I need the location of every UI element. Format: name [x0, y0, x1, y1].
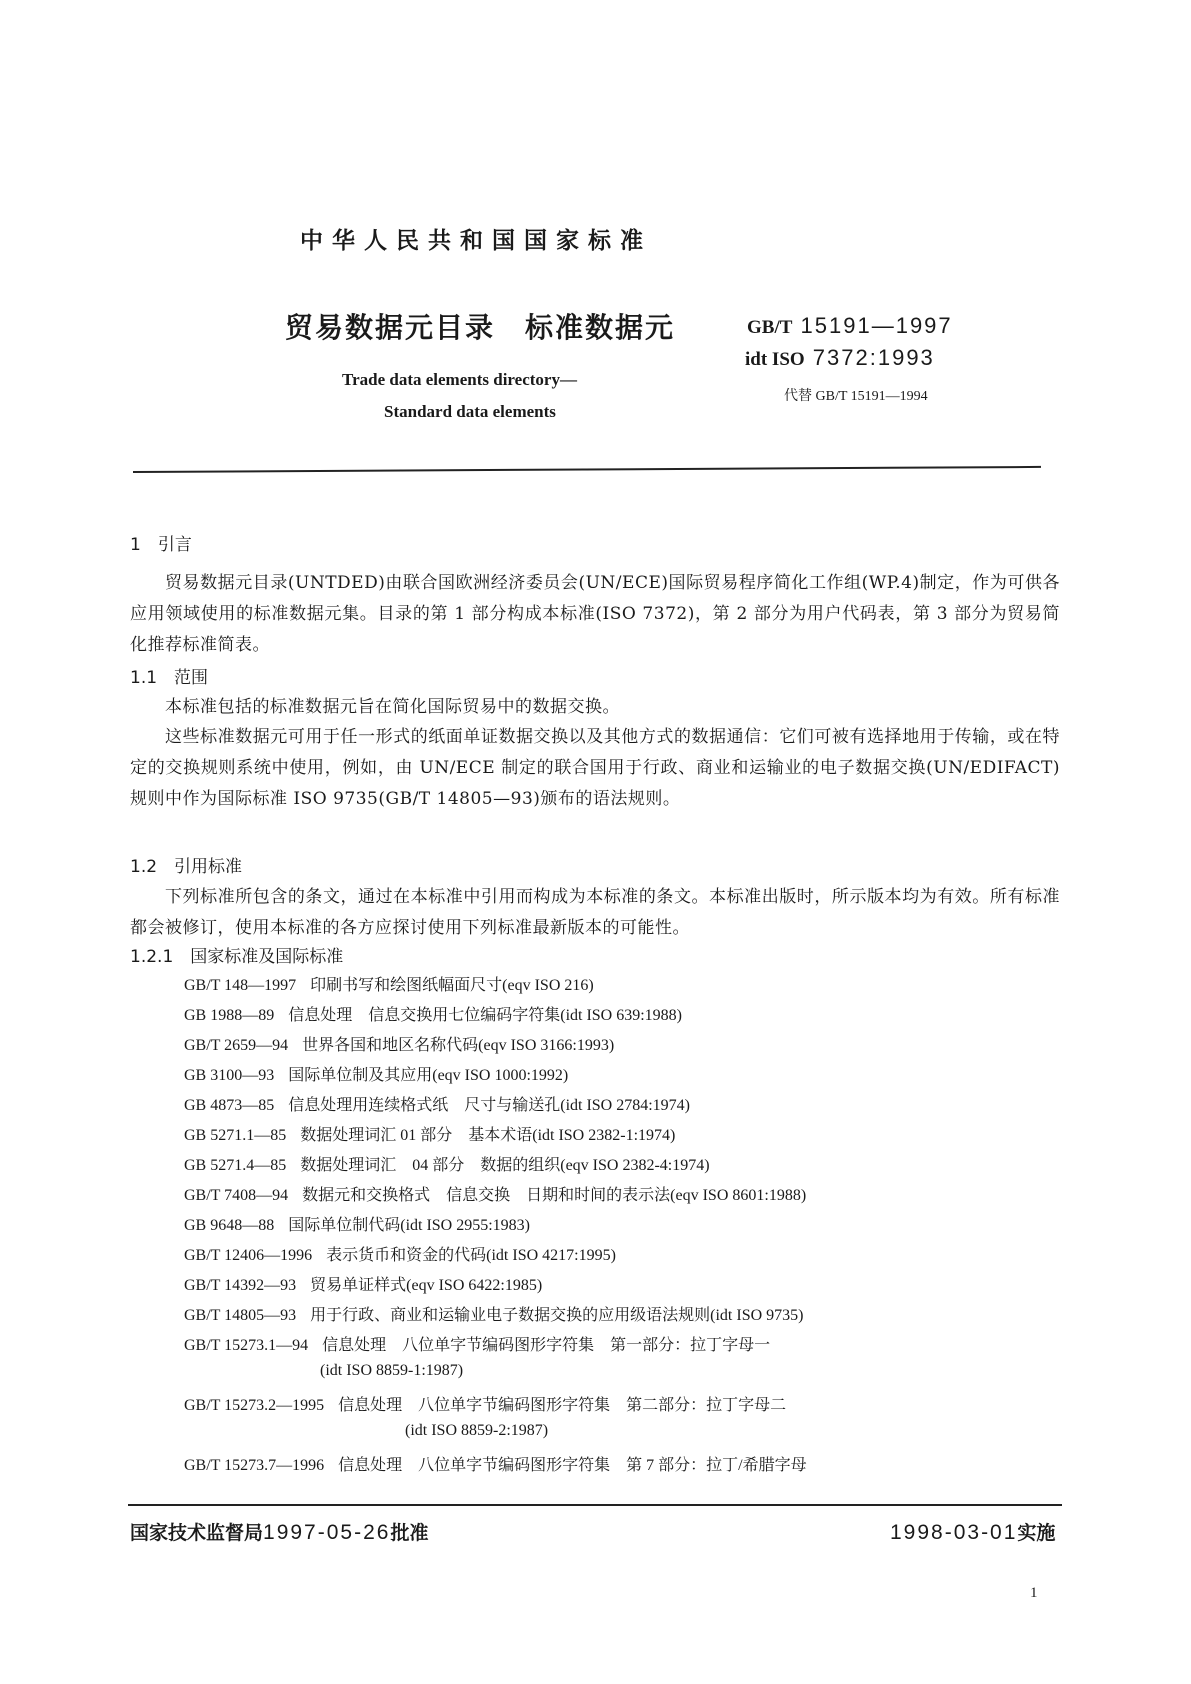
reference-item [184, 1452, 807, 1475]
section-1-2-heading: 1.2 引用标准 [130, 857, 243, 877]
section-1-paragraph: 贸易数据元目录(UNTDED)由联合国欧洲经济委员会(UN/ECE)国际贸易程序简化工作组(WP.4)制定，作为可供各应用领域使用的标准数据元集。目录的第 1 部分构成本标准(ISO 7372)，第 2 部分为用户代码表，第 3 部分为贸易简化推荐标准简表。 [130, 573, 1060, 655]
reference-title: 信息处理 八位单字节编码图形字符集 第 7 部分：拉丁/希腊字母 [338, 1457, 807, 1474]
reference-code: GB 5271.4—85 [184, 1157, 287, 1174]
reference-title: 信息处理 八位单字节编码图形字符集 第一部分：拉丁字母一 [322, 1337, 771, 1354]
reference-code: GB 3100—93 [184, 1067, 275, 1084]
standard-number [747, 313, 953, 339]
issuer: 国家技术监督局 [130, 1522, 264, 1544]
reference-item [184, 1062, 568, 1085]
reference-item [184, 1092, 690, 1115]
reference-title: 贸易单证样式(eqv ISO 6422:1985) [310, 1277, 543, 1294]
idt-number-value: 7372:1993 [812, 345, 935, 370]
reference-item [184, 1392, 786, 1415]
section-1-2-paragraph: 下列标准所包含的条文，通过在本标准中引用而构成为本标准的条文。本标准出版时，所示版本均为有效。所有标准都会被修订，使用本标准的各方应探讨使用下列标准最新版本的可能性。 [130, 887, 1060, 938]
effective-info [890, 1518, 1055, 1545]
replaces-standard: 代替 GB/T 15191—1994 [784, 389, 928, 404]
reference-code: GB 1988—89 [184, 1007, 275, 1024]
reference-item [184, 1332, 770, 1355]
reference-title: 表示货币和资金的代码(idt ISO 4217:1995) [326, 1247, 616, 1264]
reference-item [184, 1302, 804, 1325]
idt-iso-number [745, 345, 935, 371]
reference-title: 信息处理 信息交换用七位编码字符集(idt ISO 639:1988) [288, 1007, 683, 1024]
reference-code: GB/T 15273.7—1996 [184, 1457, 325, 1474]
reference-title: 数据处理词汇 01 部分 基本术语(idt ISO 2382-1:1974) [300, 1127, 676, 1144]
reference-item [184, 972, 594, 995]
idt-prefix: idt ISO [745, 349, 805, 370]
reference-continuation: (idt ISO 8859-1:1987) [320, 1362, 464, 1379]
reference-code: GB 5271.1—85 [184, 1127, 287, 1144]
section-1-2-1-heading: 1.2.1 国家标准及国际标准 [130, 947, 344, 967]
section-1-heading: 1 引言 [130, 535, 192, 555]
document-title-en-line2: Standard data elements [384, 402, 556, 421]
reference-title: 世界各国和地区名称代码(eqv ISO 3166:1993) [302, 1037, 615, 1054]
reference-code: GB/T 7408—94 [184, 1187, 289, 1204]
reference-item [184, 1272, 542, 1295]
reference-title: 信息处理 八位单字节编码图形字符集 第二部分：拉丁字母二 [338, 1397, 787, 1414]
reference-item [184, 1212, 530, 1235]
reference-code: GB/T 12406—1996 [184, 1247, 313, 1264]
document-title-cn: 贸易数据元目录 标准数据元 [285, 311, 676, 344]
reference-code: GB/T 2659—94 [184, 1037, 289, 1054]
standard-prefix: GB/T [747, 317, 793, 338]
document-title-en-line1: Trade data elements directory— [342, 370, 577, 389]
reference-code: GB/T 14805—93 [184, 1307, 297, 1324]
header-divider [133, 466, 1041, 473]
reference-item [184, 1002, 682, 1025]
reference-item [184, 1152, 710, 1175]
reference-code: GB 9648—88 [184, 1217, 275, 1234]
national-standard-heading: 中华人民共和国国家标准 [300, 228, 652, 254]
section-1-1-paragraph-2: 这些标准数据元可用于任一形式的纸面单证数据交换以及其他方式的数据通信：它们可被有选择地用于传输，或在特定的交换规则系统中使用，例如，由 UN/ECE 制定的联合国用于行政、商业和运输业的电子数据交换(UN/EDIFACT)规则中作为国际标准 ISO 9735(GB/T 14805—93)颁布的语法规则。 [130, 727, 1060, 809]
reference-title: 国际单位制代码(idt ISO 2955:1983) [288, 1217, 531, 1234]
reference-code: GB 4873—85 [184, 1097, 275, 1114]
reference-item [184, 1122, 675, 1145]
reference-title: 数据元和交换格式 信息交换 日期和时间的表示法(eqv ISO 8601:1988) [302, 1187, 807, 1204]
reference-item [184, 1242, 616, 1265]
reference-title: 用于行政、商业和运输业电子数据交换的应用级语法规则(idt ISO 9735) [310, 1307, 804, 1324]
reference-title: 信息处理用连续格式纸 尺寸与输送孔(idt ISO 2784:1974) [288, 1097, 691, 1114]
effective-label: 实施 [1017, 1522, 1056, 1544]
page-number: 1 [1030, 1585, 1038, 1601]
standard-number-value: 15191—1997 [800, 313, 953, 338]
reference-continuation: (idt ISO 8859-2:1987) [405, 1422, 549, 1439]
approve-label: 批准 [390, 1522, 429, 1544]
reference-title: 数据处理词汇 04 部分 数据的组织(eqv ISO 2382-4:1974) [300, 1157, 710, 1174]
reference-title: 印刷书写和绘图纸幅面尺寸(eqv ISO 216) [310, 977, 594, 994]
approval-info [130, 1518, 428, 1545]
reference-code: GB/T 148—1997 [184, 977, 297, 994]
reference-code: GB/T 15273.2—1995 [184, 1397, 325, 1414]
reference-title: 国际单位制及其应用(eqv ISO 1000:1992) [288, 1067, 569, 1084]
reference-code: GB/T 15273.1—94 [184, 1337, 309, 1354]
footer-divider [128, 1504, 1062, 1506]
approve-date: 1997-05-26 [263, 1521, 391, 1544]
effective-date: 1998-03-01 [890, 1521, 1018, 1544]
section-1-1-paragraph-1: 本标准包括的标准数据元旨在简化国际贸易中的数据交换。 [165, 697, 620, 717]
section-1-1-heading: 1.1 范围 [130, 668, 209, 688]
reference-code: GB/T 14392—93 [184, 1277, 297, 1294]
reference-item [184, 1032, 614, 1055]
reference-item [184, 1182, 806, 1205]
